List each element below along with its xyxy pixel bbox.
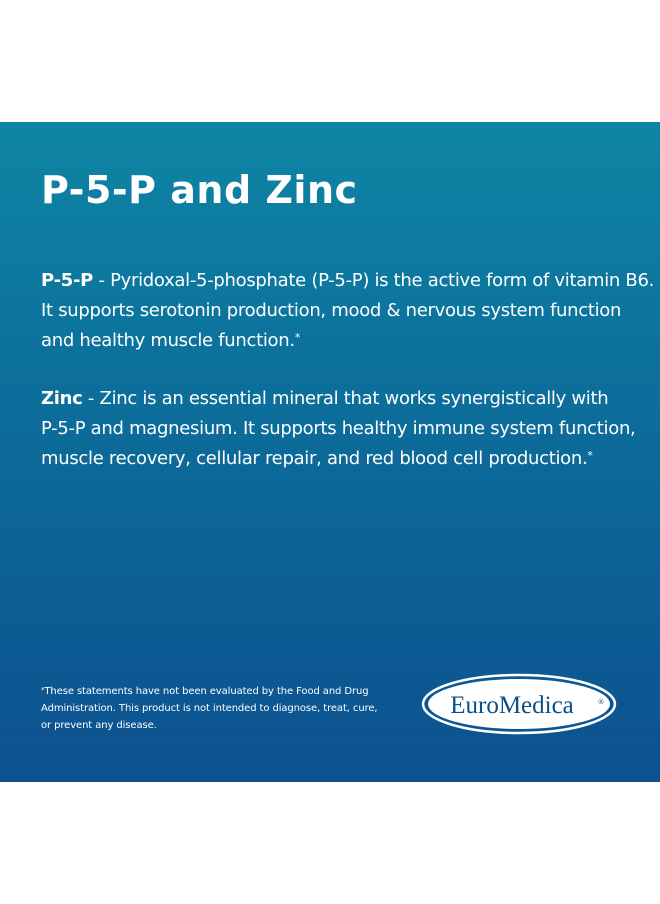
- zinc-description: [41, 384, 641, 474]
- euromedica-logo: [420, 672, 618, 736]
- fda-disclaimer: [41, 683, 381, 734]
- zinc-footnote-mark: *: [587, 449, 593, 462]
- zinc-text-1: - Zinc is an essential mineral that works synergistically with: [82, 388, 609, 409]
- zinc-term: Zinc: [41, 388, 83, 409]
- p5p-footnote-mark: *: [294, 331, 301, 344]
- disclaimer-line-2: Administration. This product is not intended to diagnose, treat, cure,: [41, 703, 378, 714]
- disclaimer-text-1: These statements have not been evaluated by the Food and Drug: [44, 686, 369, 697]
- p5p-text-1: - Pyridoxal-5-phosphate (P-5-P) is the active form of vitamin B6.: [93, 270, 655, 291]
- p5p-line-2: It supports serotonin production, mood & nervous system function: [41, 300, 622, 321]
- zinc-line-2: P-5-P and magnesium. It supports healthy immune system function,: [41, 418, 636, 439]
- p5p-text-3: and healthy muscle function.: [41, 330, 295, 351]
- logo-text: EuroMedica: [450, 692, 574, 719]
- p5p-term: P-5-P: [41, 270, 94, 291]
- disclaimer-mark: *: [41, 686, 45, 694]
- registered-mark: ®: [597, 698, 605, 706]
- zinc-text-3: muscle recovery, cellular repair, and red blood cell production.: [41, 448, 588, 469]
- disclaimer-line-3: or prevent any disease.: [41, 720, 157, 731]
- p5p-line-3: [41, 326, 641, 356]
- info-panel: [0, 122, 660, 782]
- zinc-line-3: [41, 444, 641, 474]
- page-title: P-5-P and Zinc: [41, 168, 358, 212]
- zinc-line-1: [41, 384, 641, 414]
- p5p-line-1: [41, 266, 655, 296]
- p5p-description: [41, 266, 655, 356]
- disclaimer-line-1: [41, 683, 381, 700]
